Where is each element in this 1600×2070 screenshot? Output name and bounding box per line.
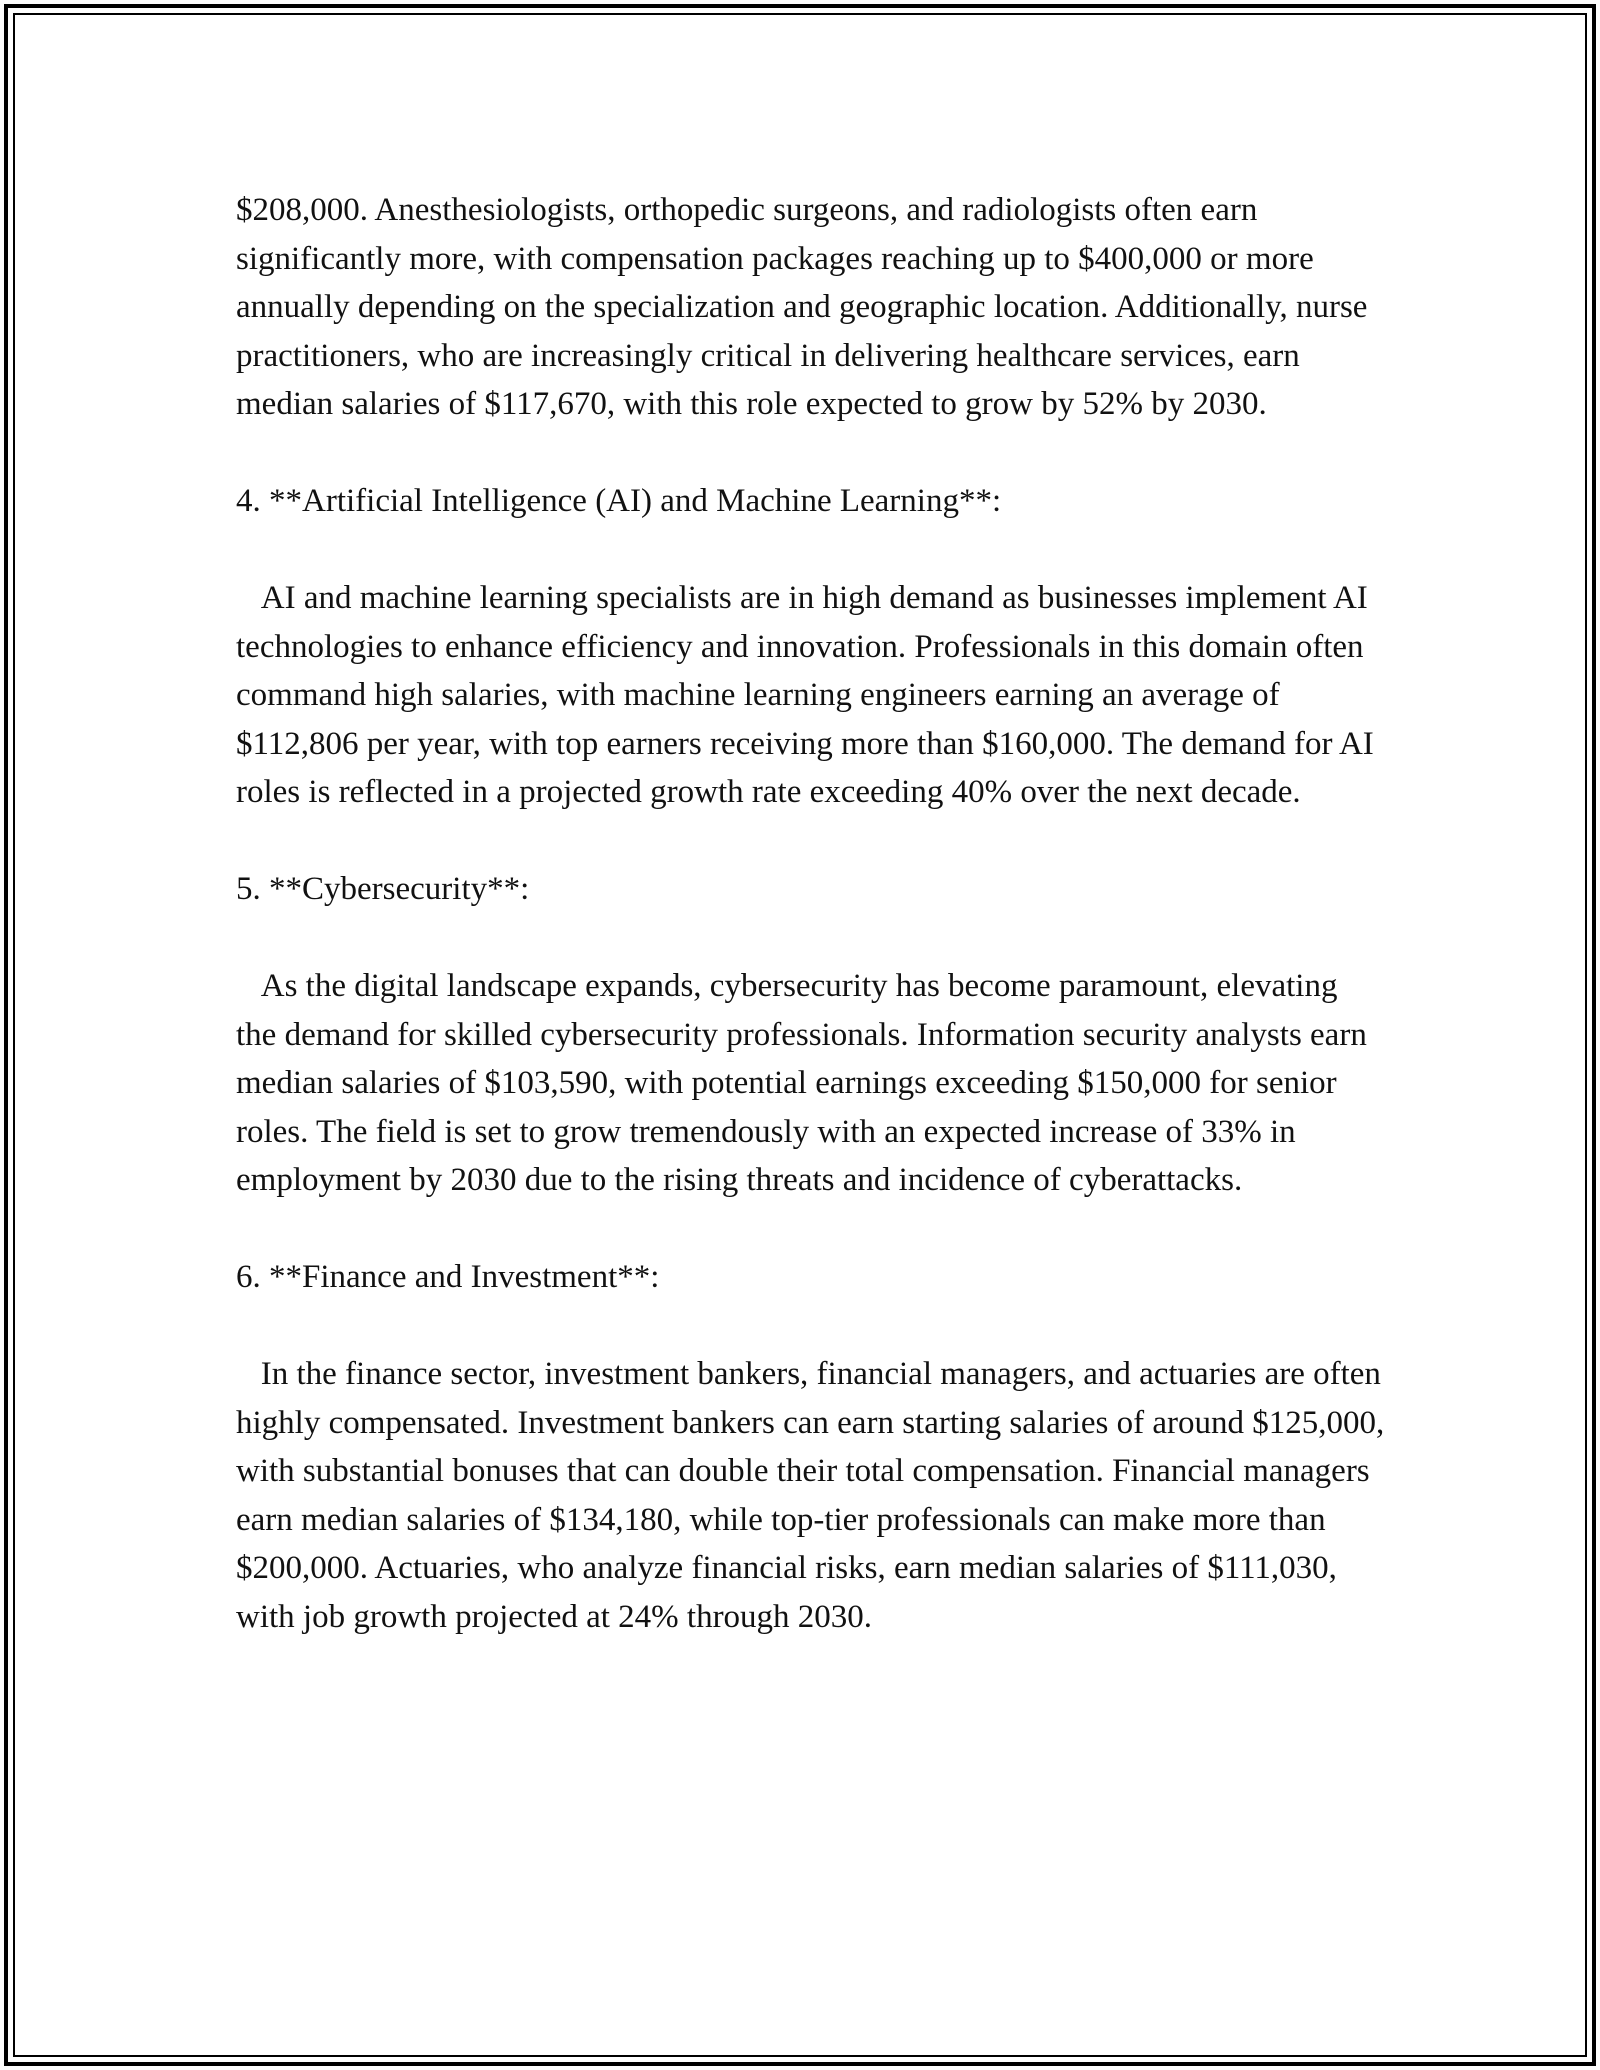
- paragraph-healthcare-salaries: $208,000. Anesthesiologists, orthopedic surgeons, and radiologists often earn significantly more, with compensation packages reaching up to $400,000 or more annually depending on the specialization and geographic location. Additionally, nurse practitioners, who are increasingly critical in delivering healthcare services, earn median salaries of $117,670, with this role expected to grow by 52% by 2030.: [236, 192, 1376, 422]
- paragraph-cybersecurity: As the digital landscape expands, cybersecurity has become paramount, elevating the demand for skilled cybersecurity professionals. Information security analysts earn median salaries of $103,590, with potential earnings exceeding $150,000 for senior roles. The field is set to grow tremendously with an expected increase of 33% in employment by 2030 due to the rising threats and incidence of cyberattacks.: [236, 968, 1376, 1198]
- heading-ai-machine-learning: 4. **Artificial Intelligence (AI) and Machine Learning**:: [236, 483, 1002, 519]
- heading-cybersecurity: 5. **Cybersecurity**:: [236, 871, 530, 907]
- paragraph-ai-machine-learning: AI and machine learning specialists are in high demand as businesses implement AI technologies to enhance efficiency and innovation. Professionals in this domain often command high salaries, with machine learning engineers earning an average of $112,806 per year, with top earners receiving more than $160,000. The demand for AI roles is reflected in a projected growth rate exceeding 40% over the next decade.: [236, 580, 1383, 810]
- heading-finance-investment: 6. **Finance and Investment**:: [236, 1259, 660, 1295]
- paragraph-finance-investment: In the finance sector, investment bankers, financial managers, and actuaries are often highly compensated. Investment bankers can earn starting salaries of around $125,000, with substantial bonuses that can double their total compensation. Financial managers earn median salaries of $134,180, while top-tier professionals can make more than $200,000. Actuaries, who analyze financial risks, earn median salaries of $111,030, with job growth projected at 24% through 2030.: [236, 1356, 1393, 1635]
- document-body: [236, 186, 1393, 1690]
